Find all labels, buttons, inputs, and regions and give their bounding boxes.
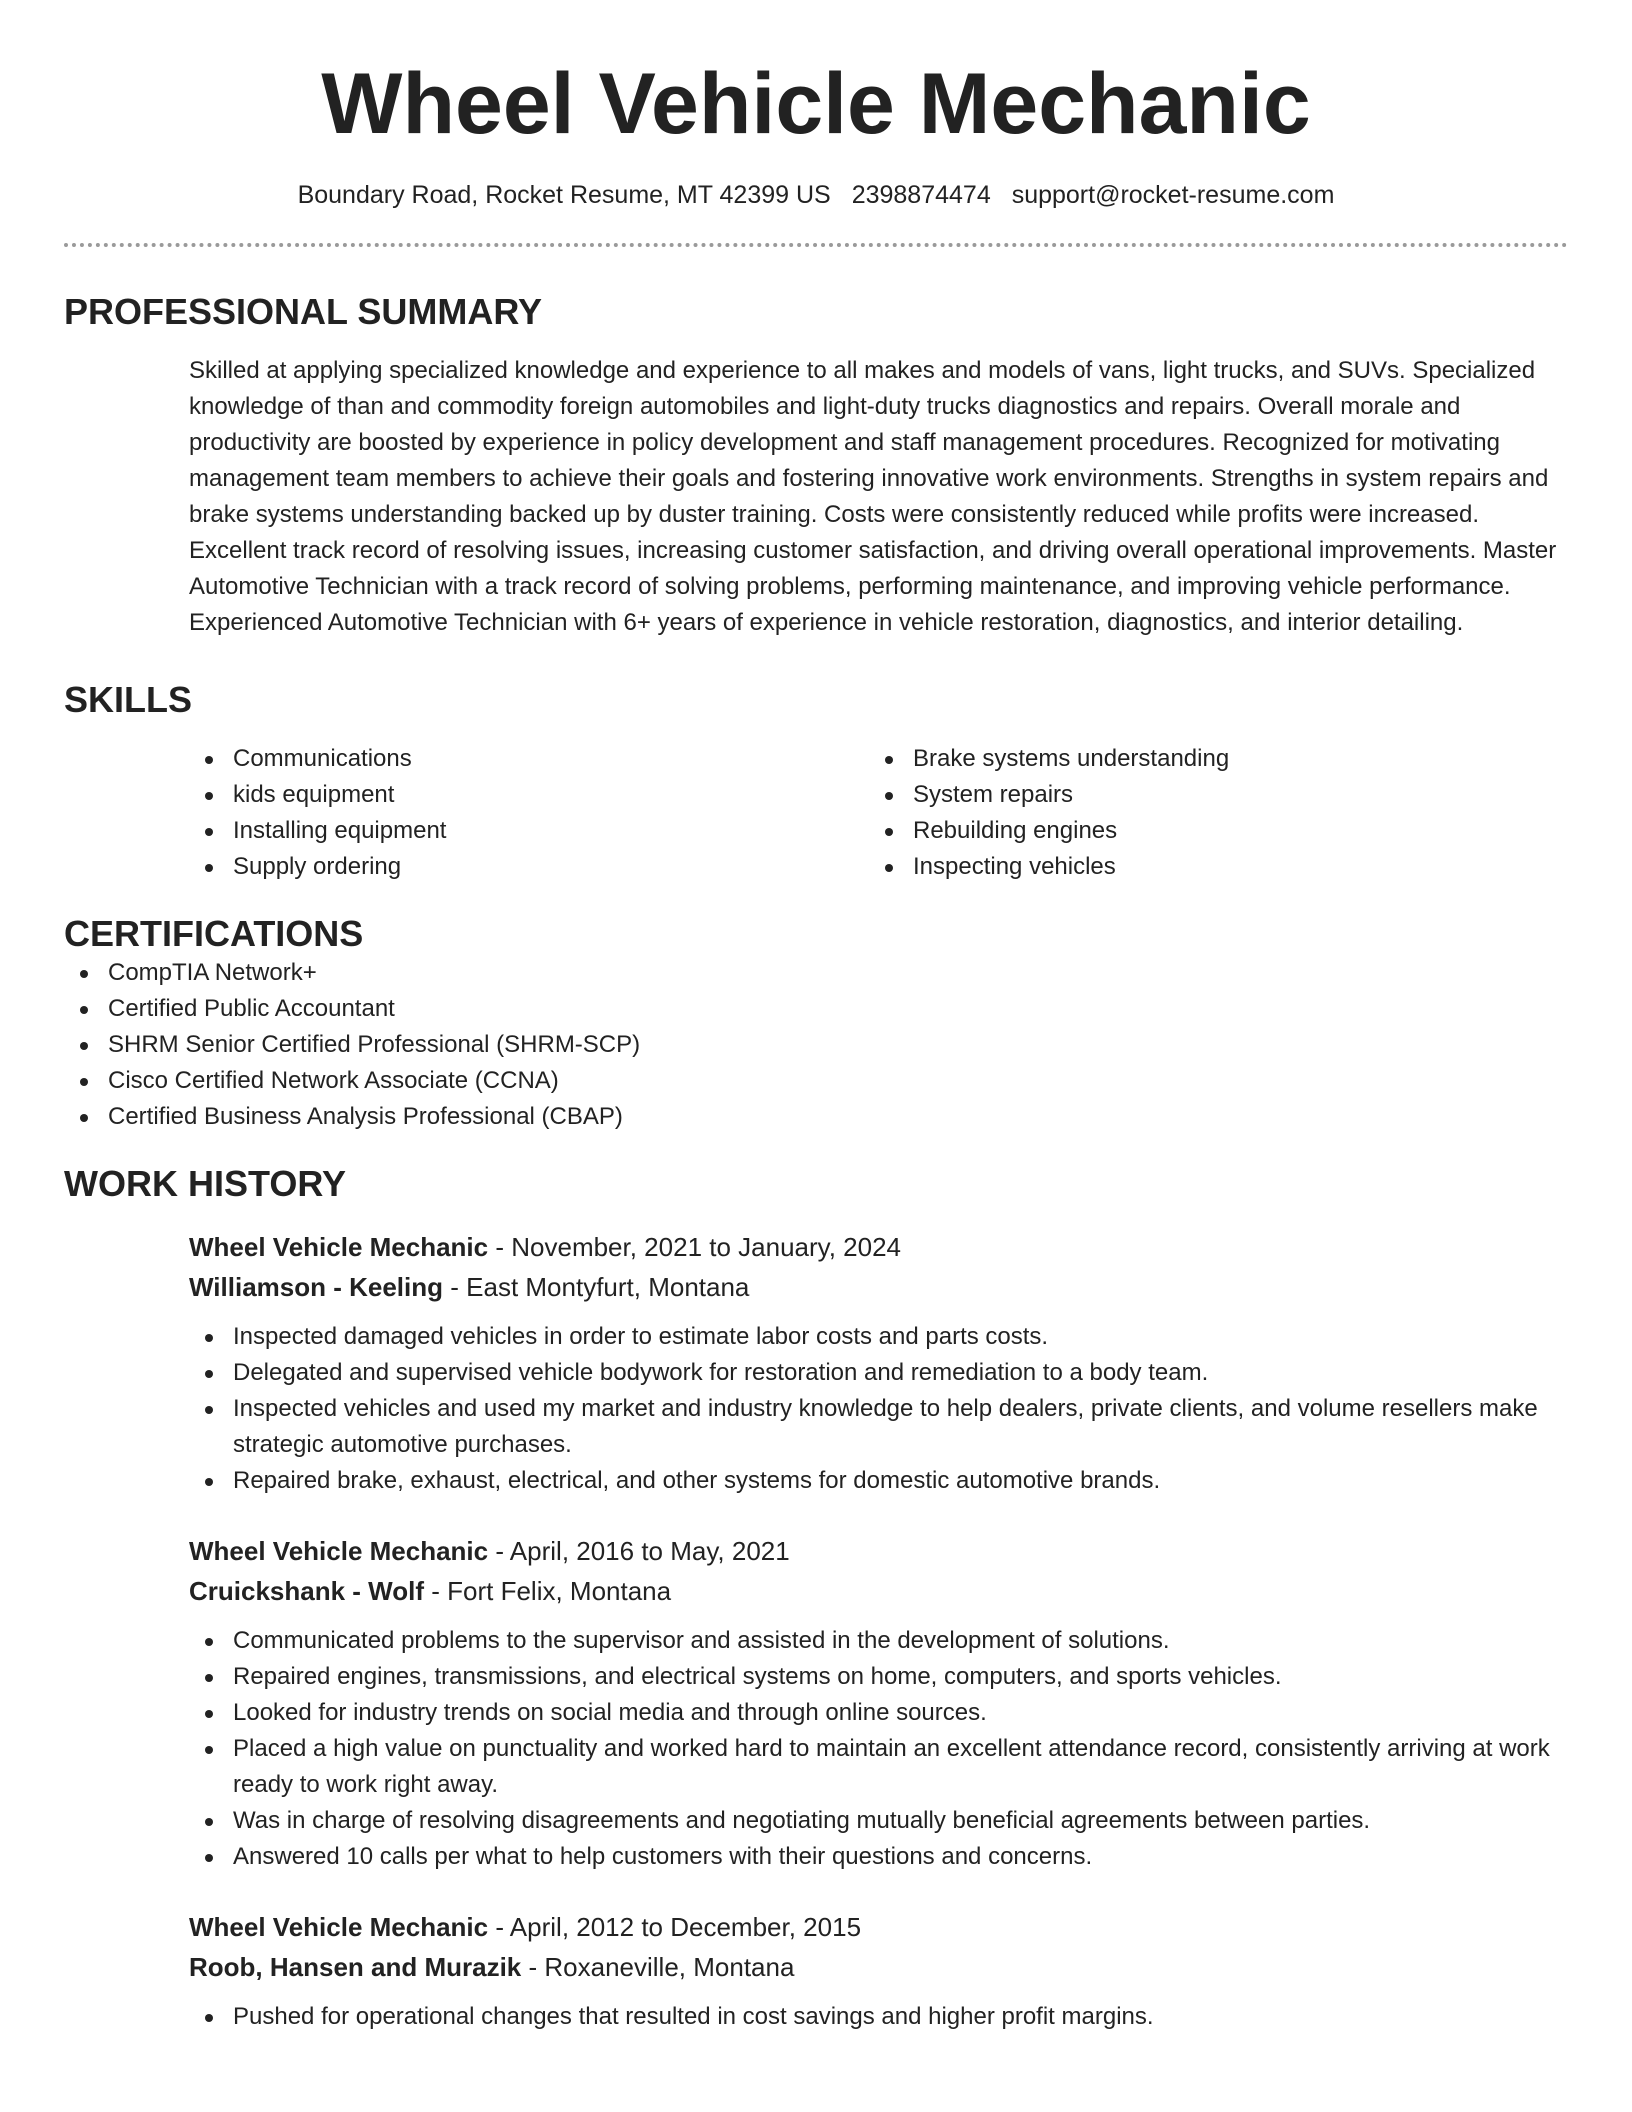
- job-duty: Pushed for operational changes that resulted in cost savings and higher profit margins.: [189, 1999, 1568, 2035]
- job-duty: Repaired brake, exhaust, electrical, and other systems for domestic automotive brands.: [189, 1463, 1568, 1499]
- contact-line: [64, 180, 1568, 210]
- job-entry: [189, 1227, 1568, 1499]
- job-title: Wheel Vehicle Mechanic: [189, 1536, 489, 1566]
- skill-item: Brake systems understanding: [869, 741, 1549, 777]
- summary-text: Skilled at applying specialized knowledge and experience to all makes and models of vans, light trucks, and SUVs. Specialized knowledge of than and commodity foreign automobiles and light-duty trucks diagnostics and repairs. Overall morale and productivity are boosted by experience in policy development and staff management procedures. Recognized for motivating management team members to achieve their goals and fostering innovative work environments. Strengths in system repairs and brake systems understanding backed up by duster training. Costs were consistently reduced while profits were increased. Excellent track record of resolving issues, increasing customer satisfaction, and driving overall operational improvements. Master Automotive Technician with a track record of solving problems, performing maintenance, and improving vehicle performance. Experienced Automotive Technician with 6+ years of experience in vehicle restoration, diagnostics, and interior detailing.: [189, 357, 1557, 636]
- job-company: Williamson - Keeling: [189, 1272, 444, 1302]
- job-duty: Communicated problems to the supervisor and assisted in the development of solutions.: [189, 1623, 1568, 1659]
- job-title-line: [189, 1227, 1568, 1267]
- job-title-line: [189, 1907, 1568, 1947]
- contact-address: Boundary Road, Rocket Resume, MT 42399 US: [297, 181, 831, 209]
- job-company-line: [189, 1947, 1568, 1987]
- skill-item: System repairs: [869, 777, 1549, 813]
- certification-item: Certified Public Accountant: [64, 991, 1568, 1027]
- section-title-work-history: WORK HISTORY: [64, 1163, 347, 1204]
- skill-item: Inspecting vehicles: [869, 849, 1549, 885]
- skill-item: Communications: [189, 741, 869, 777]
- job-company-line: [189, 1267, 1568, 1307]
- job-company: Roob, Hansen and Murazik: [189, 1952, 522, 1982]
- job-title: Wheel Vehicle Mechanic: [189, 1912, 489, 1942]
- job-entry: [189, 1907, 1568, 2035]
- job-duty: Delegated and supervised vehicle bodywork for restoration and remediation to a body team.: [189, 1355, 1568, 1391]
- job-title: Wheel Vehicle Mechanic: [189, 1232, 489, 1262]
- skills-grid: [189, 741, 1568, 885]
- job-duty: Placed a high value on punctuality and worked hard to maintain an excellent attendance record, consistently arriving at work ready to work right away.: [189, 1731, 1568, 1803]
- work-history-section: [64, 1163, 1568, 2035]
- contact-phone: 2398874474: [851, 181, 991, 209]
- job-company-line: [189, 1571, 1568, 1611]
- job-duty: Inspected damaged vehicles in order to estimate labor costs and parts costs.: [189, 1319, 1568, 1355]
- skills-section: [64, 679, 1568, 885]
- section-title-summary: PROFESSIONAL SUMMARY: [64, 291, 543, 332]
- skill-item: Installing equipment: [189, 813, 869, 849]
- job-duty: Looked for industry trends on social media and through online sources.: [189, 1695, 1568, 1731]
- section-title-skills: SKILLS: [64, 679, 193, 720]
- job-title-line: [189, 1531, 1568, 1571]
- job-duties-list: [189, 1999, 1568, 2035]
- job-location: - East Montyfurt, Montana: [450, 1272, 750, 1302]
- job-dates: - April, 2016 to May, 2021: [495, 1536, 790, 1566]
- job-dates: - November, 2021 to January, 2024: [495, 1232, 902, 1262]
- skills-column-left: [189, 741, 869, 885]
- job-location: - Fort Felix, Montana: [431, 1576, 672, 1606]
- job-duty: Repaired engines, transmissions, and electrical systems on home, computers, and sports vehicles.: [189, 1659, 1568, 1695]
- skill-item: Supply ordering: [189, 849, 869, 885]
- job-entry: [189, 1531, 1568, 1875]
- skill-item: Rebuilding engines: [869, 813, 1549, 849]
- certification-item: Certified Business Analysis Professional (CBAP): [64, 1099, 1568, 1135]
- job-duty: Inspected vehicles and used my market and industry knowledge to help dealers, private clients, and volume resellers make strategic automotive purchases.: [189, 1391, 1568, 1463]
- job-duties-list: [189, 1319, 1568, 1499]
- skill-item: kids equipment: [189, 777, 869, 813]
- job-duty: Answered 10 calls per what to help customers with their questions and concerns.: [189, 1839, 1568, 1875]
- skills-column-right: [869, 741, 1549, 885]
- candidate-name: Wheel Vehicle Mechanic: [321, 56, 1311, 152]
- contact-email: support@rocket-resume.com: [1011, 181, 1335, 209]
- section-title-certifications: CERTIFICATIONS: [64, 913, 364, 954]
- certification-item: SHRM Senior Certified Professional (SHRM-SCP): [64, 1027, 1568, 1063]
- professional-summary-section: [64, 291, 1568, 641]
- job-location: - Roxaneville, Montana: [528, 1952, 795, 1982]
- job-company: Cruickshank - Wolf: [189, 1576, 425, 1606]
- job-duty: Was in charge of resolving disagreements and negotiating mutually beneficial agreements between parties.: [189, 1803, 1568, 1839]
- certification-item: CompTIA Network+: [64, 955, 1568, 991]
- job-duties-list: [189, 1623, 1568, 1875]
- header-divider: [64, 243, 1568, 247]
- certifications-section: [64, 913, 1568, 1135]
- job-dates: - April, 2012 to December, 2015: [495, 1912, 862, 1942]
- certification-item: Cisco Certified Network Associate (CCNA): [64, 1063, 1568, 1099]
- certifications-list: [64, 955, 1568, 1135]
